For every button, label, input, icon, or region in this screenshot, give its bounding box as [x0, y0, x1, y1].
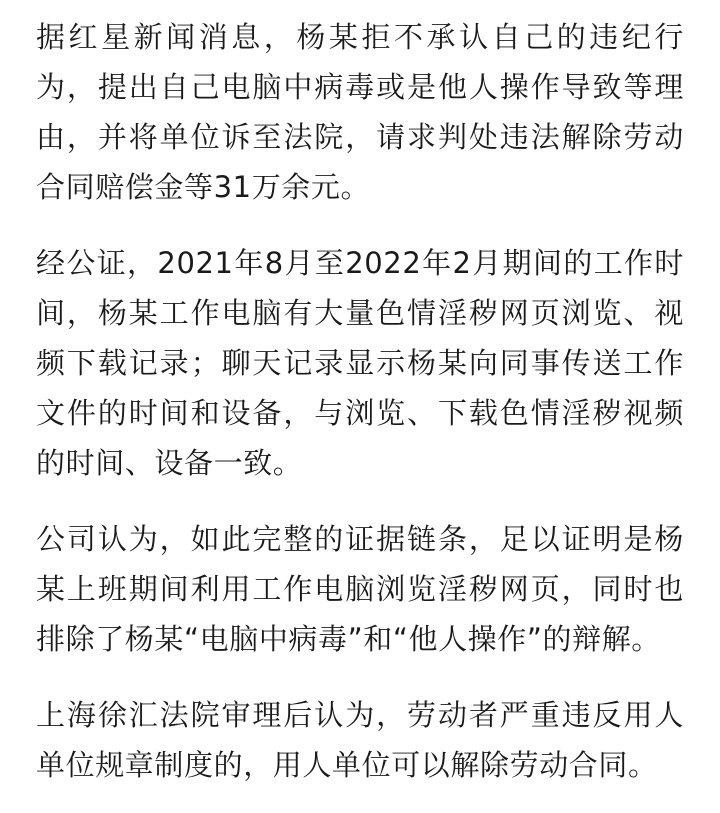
- paragraph-court-ruling: 上海徐汇法院审理后认为，劳动者严重违反用人单位规章制度的，用人单位可以解除劳动合同。: [36, 698, 684, 782]
- paragraph-news-source: 据红星新闻消息，杨某拒不承认自己的违纪行为，提出自己电脑中病毒或是他人操作导致等理由，并将单位诉至法院，请求判处违法解除劳动合同赔偿金等31万余元。: [36, 20, 684, 204]
- paragraph-company-view: 公司认为，如此完整的证据链条，足以证明是杨某上班期间利用工作电脑浏览淫秽网页，同时也排除了杨某“电脑中病毒”和“他人操作”的辩解。: [36, 522, 684, 656]
- paragraph-notarization: 经公证，2021年8月至2022年2月期间的工作时间，杨某工作电脑有大量色情淫秽网页浏览、视频下载记录；聊天记录显示杨某向同事传送工作文件的时间和设备，与浏览、下载色情淫秽视频的时间、设备一致。: [36, 246, 684, 480]
